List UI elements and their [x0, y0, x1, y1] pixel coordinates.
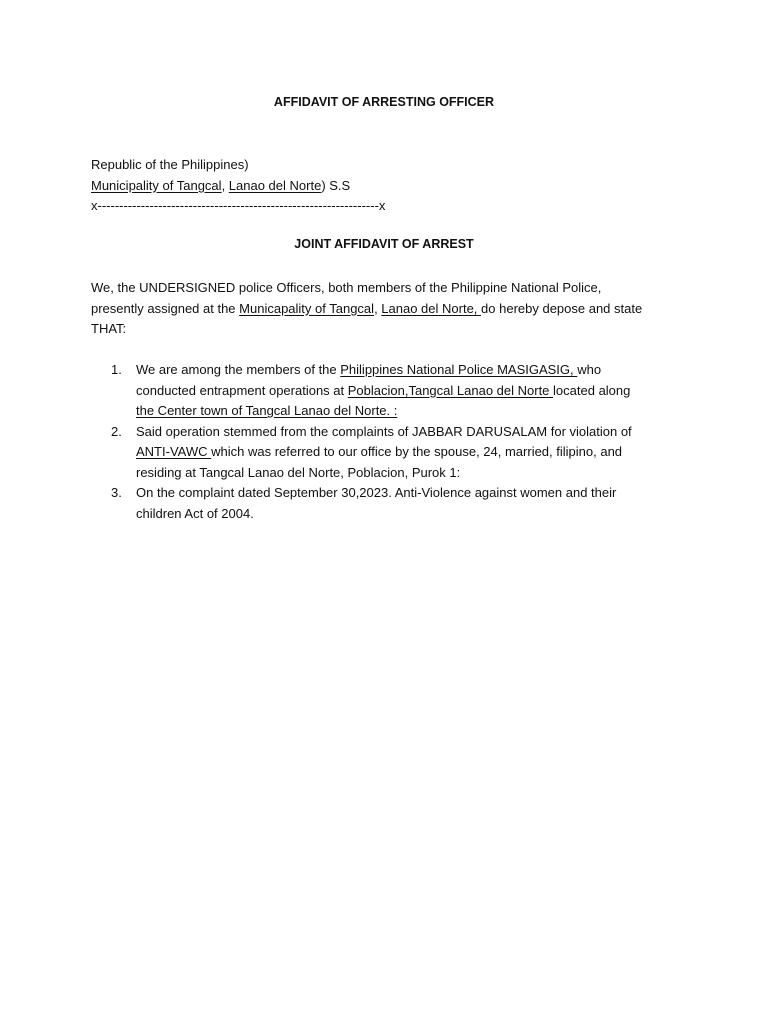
intro-place-municipality: Municapality of Tangcal — [239, 300, 375, 316]
list-item-line: Said operation stemmed from the complaints of JABBAR DARUSALAM for violation of — [136, 423, 632, 439]
intro-comma: , — [374, 300, 382, 316]
item-1-text-2: conducted entrapment operations at — [136, 382, 348, 398]
document-subtitle: JOINT AFFIDAVIT OF ARREST — [294, 237, 474, 251]
list-item — [111, 483, 691, 524]
item-1-text-2-suffix: located along — [553, 382, 631, 398]
item-1-text-suffix: who — [577, 362, 602, 377]
intro-line-3: THAT: — [91, 321, 127, 336]
venue-suffix: ) S.S — [321, 177, 351, 193]
intro-line-2 — [91, 299, 691, 320]
list-item-line — [136, 401, 691, 422]
list-item-line: residing at Tangcal Lanao del Norte, Poblacion, Purok 1: — [136, 464, 461, 480]
venue-country: Republic of the Philippines) — [91, 157, 249, 172]
list-item-line — [136, 442, 691, 463]
item-1-unit: Philippines National Police MASIGASIG, — [340, 362, 578, 377]
item-2-violation: ANTI-VAWC — [136, 444, 212, 459]
numbered-list — [111, 360, 691, 524]
item-1-area: the Center town of Tangcal Lanao del Norte. : — [136, 403, 398, 418]
venue-locality — [91, 176, 385, 197]
intro-line-2-suffix: do hereby depose and state — [481, 300, 643, 316]
list-item-line — [136, 381, 691, 402]
intro-line-2-prefix: presently assigned at the — [91, 300, 240, 316]
item-2-text: which was referred to our office by the spouse, 24, married, filipino, and — [211, 444, 623, 459]
list-item — [111, 360, 691, 422]
list-item-number: 2. — [111, 423, 122, 439]
list-item-line: children Act of 2004. — [136, 505, 254, 521]
venue-comma: , — [221, 177, 229, 193]
item-1-location: Poblacion,Tangcal Lanao del Norte — [347, 382, 554, 398]
intro-place-province: Lanao del Norte, — [381, 300, 482, 316]
intro-line-1: We, the UNDERSIGNED police Officers, both members of the Philippine National Police, — [91, 280, 602, 295]
item-1-text: We are among the members of the — [136, 362, 341, 377]
document-title: AFFIDAVIT OF ARRESTING OFFICER — [273, 95, 495, 109]
list-item — [111, 422, 691, 484]
intro-paragraph — [91, 278, 691, 340]
venue-province: Lanao del Norte — [228, 177, 322, 193]
venue-municipality: Municipality of Tangcal — [91, 177, 222, 193]
list-item-line — [136, 360, 691, 381]
list-item-line: On the complaint dated September 30,2023. Anti-Violence against women and their — [136, 485, 617, 500]
list-item-number: 3. — [111, 485, 122, 500]
venue-block — [91, 155, 385, 217]
list-item-number: 1. — [111, 362, 122, 377]
venue-separator: x-----------------------------------------------------------------x — [91, 198, 386, 213]
